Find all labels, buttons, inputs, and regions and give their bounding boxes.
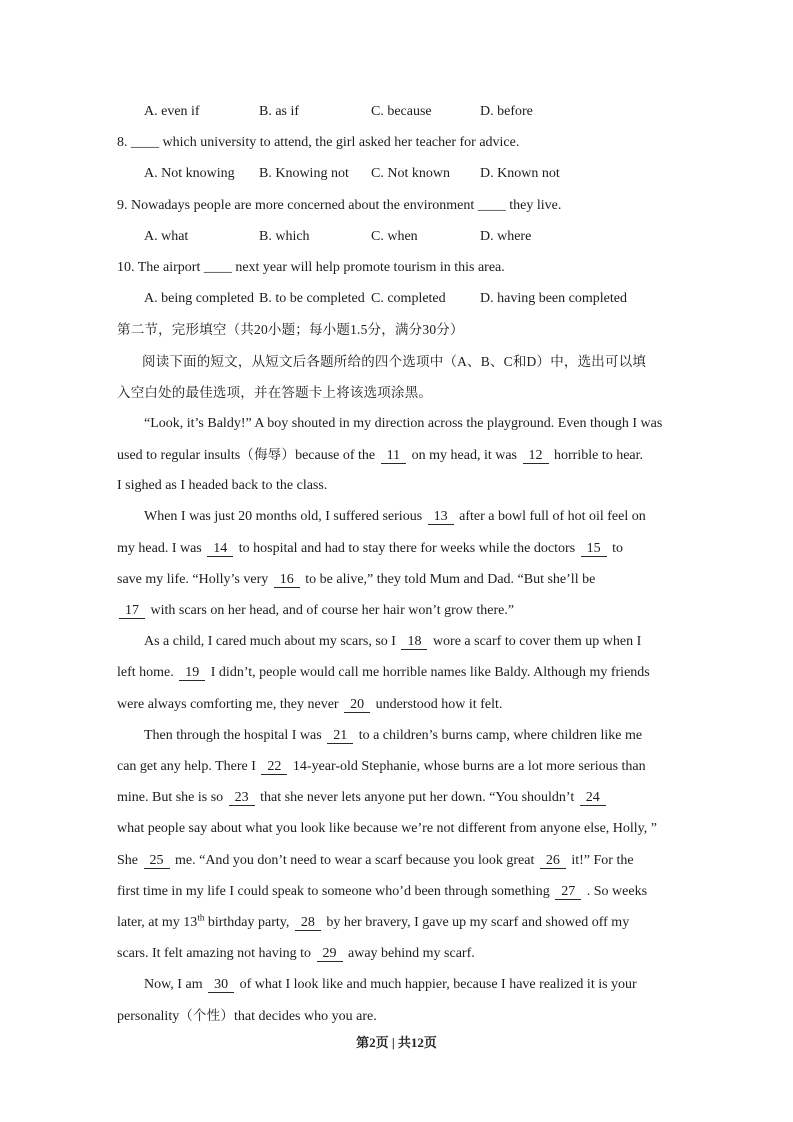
cloze-blank: 21 [327,728,353,744]
cloze-blank: 25 [144,853,170,869]
cloze-blank: 24 [580,790,606,806]
cloze-blank: 30 [208,977,234,993]
text-line: 17 with scars on her head, and of course her hair won’t grow there.” [117,595,679,626]
option-cell: D. Known not [480,166,560,182]
option-row [117,221,679,252]
option-cell: D. having been completed [480,291,627,307]
option-cell: B. Knowing not [259,166,349,182]
text-line: can get any help. There I 22 14-year-old Stephanie, whose burns are a lot more serious than [117,758,646,774]
cloze-blank: 16 [274,572,300,588]
text-line: She 25 me. “And you don’t need to wear a scarf because you look great 26 it!” For the [117,852,634,868]
cloze-blank: 20 [344,697,370,713]
text-line: save my life. “Holly’s very 16 to be alive,” they told Mum and Dad. “But she’ll be [117,571,596,587]
passage-paragraph [117,408,679,502]
option-cell: C. because [371,104,432,119]
cloze-blank: 26 [540,853,566,869]
text-line: later, at my 13th birthday party, 28 by her bravery, I gave up my scarf and showed off my [117,912,630,930]
cjk-inline-text: （个性） [179,1008,235,1024]
cloze-blank: 11 [381,448,406,464]
instruction-line: 阅读下面的短文，从短文后各题所给的四个选项中（A、B、C和D）中，选出可以填 [142,353,647,369]
option-row [117,158,679,189]
page-number-footer [0,1032,793,1051]
text-line: As a child, I cared much about my scars, so I 18 wore a scarf to cover them up when I [144,634,642,650]
cloze-blank: 13 [428,509,454,525]
cloze-blank: 19 [179,665,205,681]
option-row [117,283,679,314]
cloze-blank: 12 [523,448,549,464]
cjk-inline-text: （侮辱） [240,447,296,463]
cloze-passage [117,408,679,1032]
text-line: I sighed as I headed back to the class. [117,478,328,494]
text-line: “Look, it’s Baldy!” A boy shouted in my direction across the playground. Even though I was [144,415,663,431]
option-cell: C. completed [371,291,446,307]
grammar-mcq-section [117,96,679,314]
page-number-text: 第2页 | 共12页 [356,1035,437,1050]
cloze-blank: 23 [229,790,255,806]
option-cell: B. to be completed [259,291,365,307]
cloze-blank: 28 [295,915,321,931]
option-cell: D. where [480,228,532,244]
option-cell: C. when [371,228,418,244]
option-cell: C. Not known [371,166,450,182]
option-cell: B. which [259,228,310,244]
cloze-blank: 22 [261,759,287,775]
option-cell: A. even if [144,104,200,119]
text-line: personality（个性）that decides who you are. [117,1008,377,1025]
option-cell: A. what [144,228,189,244]
text-line: were always comforting me, they never 20 understood how it felt. [117,696,503,712]
cloze-blank: 27 [555,884,581,900]
passage-paragraph [117,969,679,1031]
option-cell: A. being completed [144,291,255,307]
text-line: first time in my life I could speak to someone who’d been through something 27 . So weeks [117,883,648,899]
cloze-blank: 14 [207,541,233,557]
passage-paragraph [117,720,679,970]
option-cell: D. before [480,104,533,119]
question-stem: 9. Nowadays people are more concerned about the environment ____ they live. [117,197,562,213]
text-line: Then through the hospital I was 21 to a children’s burns camp, where children like me [144,727,643,743]
cloze-blank: 15 [581,541,607,557]
exam-content [117,96,679,1032]
option-cell: B. as if [259,104,300,119]
passage-paragraph [117,626,679,720]
text-line: left home. 19 I didn’t, people would call me horrible names like Baldy. Although my friends [117,665,650,681]
text-line: scars. It felt amazing not having to 29 away behind my scarf. [117,946,475,962]
option-row [117,96,679,127]
text-line: my head. I was 14 to hospital and had to stay there for weeks while the doctors 15 to [117,540,623,556]
text-line: used to regular insults（侮辱）because of the 11 on my head, it was 12 horrible to hear. [117,447,644,464]
text-line: what people say about what you look like because we’re not different from anyone else, Holly, ” [117,821,657,837]
cloze-section-heading: 第二节，完形填空（共20小题；每小题1.5分，满分30分） [117,322,464,338]
passage-paragraph [117,501,679,626]
ordinal-suffix: th [197,912,205,923]
text-line: mine. But she is so 23 that she never lets anyone put her down. “You shouldn’t 24 [117,782,679,813]
cloze-blank: 29 [317,946,343,962]
instruction-line: 入空白处的最佳选项，并在答题卡上将该选项涂黑。 [117,384,433,400]
text-line: Now, I am 30 of what I look like and much happier, because I have realized it is your [144,977,637,993]
text-line: When I was just 20 months old, I suffered serious 13 after a bowl full of hot oil feel on [144,509,646,525]
cloze-blank: 17 [119,603,145,619]
question-stem: 10. The airport ____ next year will help promote tourism in this area. [117,259,505,275]
cloze-blank: 18 [401,634,427,650]
option-cell: A. Not knowing [144,166,235,182]
cloze-instructions [117,346,679,408]
question-stem: 8. ____ which university to attend, the girl asked her teacher for advice. [117,135,520,151]
